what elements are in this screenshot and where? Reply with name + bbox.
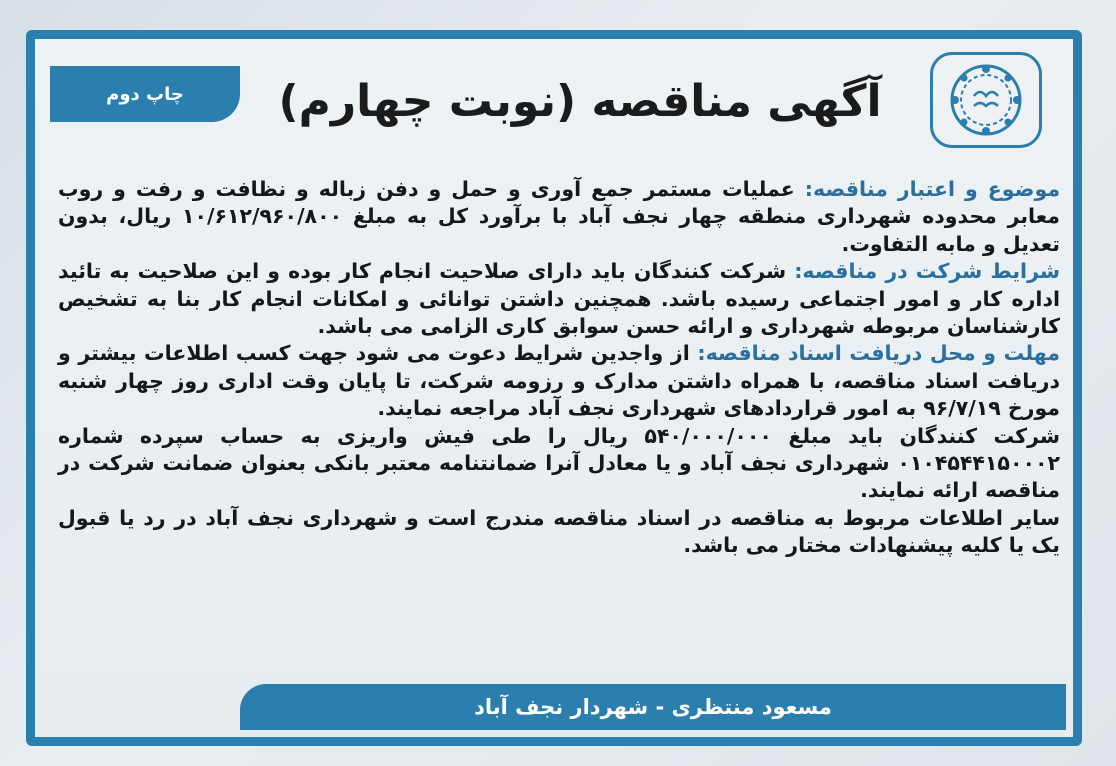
paragraph-conditions (58, 258, 1060, 340)
municipality-emblem-icon (930, 52, 1042, 148)
section-heading: موضوع و اعتبار مناقصه: (804, 177, 1061, 201)
paragraph-deposit: شرکت کنندگان باید مبلغ ۵۴۰/۰۰۰/۰۰۰ ریال را طی فیش واریزی به حساب سپرده شماره ۰۱۰۴۵۴۴۱۵۰۰۰۲ شهرداری نجف آباد و یا معادل آنرا ضمانتنامه معتبر بانکی بعنوان ضمانت شرکت در مناقصه ارائه نمایند. (58, 423, 1060, 503)
edition-badge: چاپ دوم (50, 66, 240, 122)
signature-bar: مسعود منتظری - شهردار نجف آباد (240, 684, 1066, 730)
notice-title: آگهی مناقصه (نوبت چهارم) (278, 75, 882, 127)
section-heading: شرایط شرکت در مناقصه: (794, 259, 1060, 284)
paragraph-other: سایر اطلاعات مربوط به مناقصه در اسناد مناقصه مندرج است و شهرداری نجف آباد در رد یا قبول یک یا کلیه پیشنهادات مختار می باشد. (58, 505, 1060, 558)
paragraph-deadline (58, 340, 1060, 422)
section-text: عملیات مستمر جمع آوری و حمل و دفن زباله و نظافت و رفت و روب معابر محدوده شهرداری منطقه چهار نجف آباد با برآورد کل به مبلغ ۱۰/۶۱۲/۹۶۰/۸۰۰ ریال، بدون تعدیل و مابه التفاوت. (58, 177, 1060, 256)
paragraph-subject (58, 176, 1060, 258)
section-text: شرکت کنندگان باید دارای صلاحیت انجام کار بوده و این صلاحیت به تائید اداره کار و امور اجتماعی رسیده باشد. همچنین داشتن توانائی و امکانات انجام کار بنا به تشخیص کارشناسان مربوطه شهرداری و ارائه حسن سوابق کاری الزامی می باشد. (58, 259, 1060, 339)
section-heading: مهلت و محل دریافت اسناد مناقصه: (697, 341, 1060, 366)
notice-body (58, 176, 1060, 560)
section-text: از واجدین شرایط دعوت می شود جهت کسب اطلاعات بیشتر و دریافت اسناد مناقصه، با همراه داشتن مدارک و رزومه شرکت، تا پایان وقت اداری روز چهار شنبه مورخ ۹۶/۷/۱۹ به امور قراردادهای شهرداری نجف آباد مراجعه نمایند. (58, 341, 1060, 421)
